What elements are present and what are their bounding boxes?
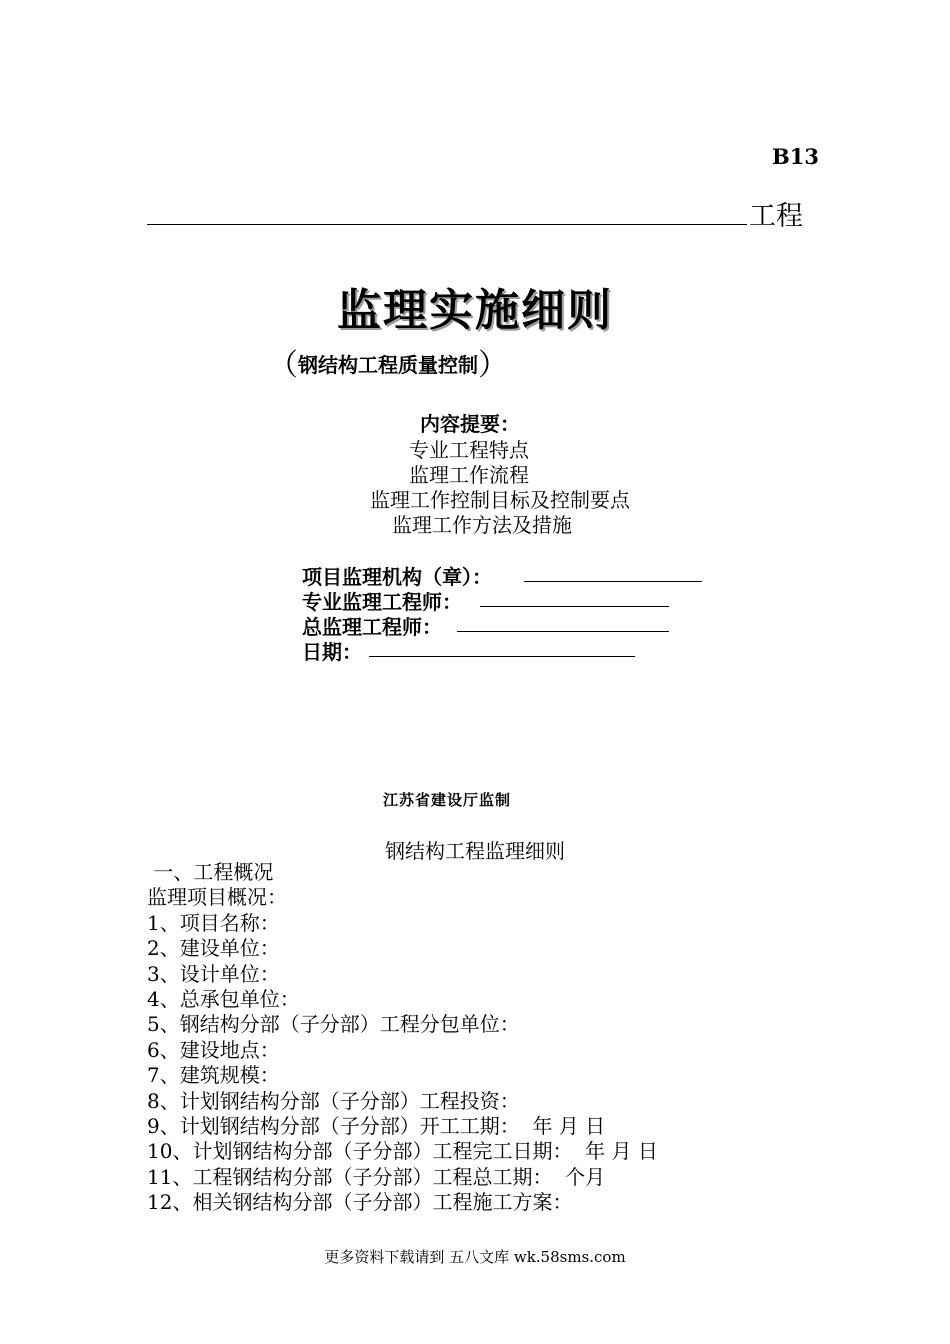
list-item: 7、建筑规模： bbox=[147, 1063, 280, 1088]
subtitle-text: 钢结构工程质量控制 bbox=[298, 353, 478, 377]
list-item: 11、工程钢结构分部（子分部）工程总工期： 个月 bbox=[147, 1164, 606, 1189]
list-item: 8、计划钢结构分部（子分部）工程投资： bbox=[147, 1088, 520, 1113]
list-item: 4、总承包单位： bbox=[147, 987, 300, 1012]
footer-link-text: 更多资料下载请到 五八文库 wk.58sms.com bbox=[324, 1248, 626, 1266]
document-title: 监理实施细则 bbox=[337, 285, 613, 336]
project-name-line bbox=[147, 224, 747, 225]
sign-label-agency: 项目监理机构（章）： bbox=[302, 565, 492, 589]
sign-line-specialist bbox=[480, 606, 669, 607]
list-item: 1、项目名称： bbox=[147, 910, 280, 935]
project-suffix: 工程 bbox=[749, 201, 803, 232]
sign-label-date: 日期： bbox=[302, 640, 362, 664]
subtitle-close-paren: ） bbox=[478, 348, 508, 383]
summary-item: 监理工作控制目标及控制要点 bbox=[370, 488, 630, 512]
list-item: 监理项目概况： bbox=[147, 885, 287, 910]
sign-line-chief bbox=[457, 631, 669, 632]
list-item: 2、建设单位： bbox=[147, 936, 280, 961]
list-item: 5、钢结构分部（子分部）工程分包单位： bbox=[147, 1012, 520, 1037]
document-code: B13 bbox=[772, 144, 819, 169]
summary-item: 监理工作流程 bbox=[409, 463, 529, 487]
subtitle-open-paren: （ bbox=[268, 348, 298, 383]
list-item: 3、设计单位： bbox=[147, 961, 280, 986]
summary-item: 监理工作方法及措施 bbox=[392, 513, 572, 537]
issuer: 江苏省建设厅监制 bbox=[383, 791, 512, 809]
overview-list bbox=[147, 860, 658, 1216]
sign-line-agency bbox=[524, 581, 702, 582]
summary-heading: 内容提要： bbox=[420, 412, 520, 436]
sign-line-date bbox=[369, 656, 635, 657]
body-title: 钢结构工程监理细则 bbox=[385, 839, 565, 863]
document-subtitle bbox=[268, 340, 508, 384]
sign-label-specialist: 专业监理工程师： bbox=[302, 590, 462, 614]
list-item: 一、工程概况 bbox=[147, 860, 274, 884]
summary-item: 专业工程特点 bbox=[409, 438, 529, 462]
list-item: 10、计划钢结构分部（子分部）工程完工日期： 年 月 日 bbox=[147, 1139, 658, 1164]
list-item: 6、建设地点： bbox=[147, 1037, 280, 1062]
list-item: 12、相关钢结构分部（子分部）工程施工方案： bbox=[147, 1190, 573, 1215]
sign-label-chief: 总监理工程师： bbox=[302, 615, 442, 639]
list-item: 9、计划钢结构分部（子分部）开工工期： 年 月 日 bbox=[147, 1114, 606, 1139]
